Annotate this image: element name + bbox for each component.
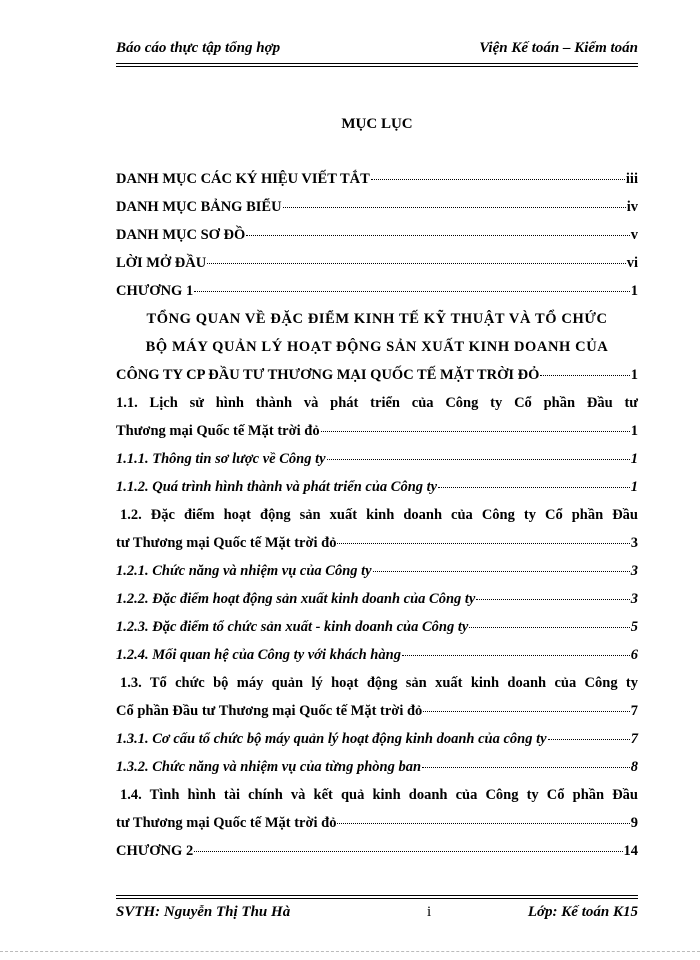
header-rule-double <box>116 66 638 67</box>
page-footer <box>116 904 638 921</box>
table-of-contents <box>116 165 638 865</box>
toc-entry-text: 1.2.4. Mối quan hệ của Công ty với khách hàng <box>116 647 401 663</box>
dot-leader <box>371 179 625 180</box>
dot-leader <box>337 543 629 544</box>
toc-page-number: 3 <box>630 591 638 607</box>
toc-entry[interactable] <box>116 473 638 501</box>
toc-entry-multiline[interactable] <box>116 389 638 445</box>
toc-entry-text: DANH MỤC SƠ ĐỒ <box>116 227 246 243</box>
toc-page-number: iii <box>625 171 638 187</box>
toc-entry-multiline[interactable] <box>116 669 638 725</box>
dot-leader <box>194 851 622 852</box>
toc-page-number: 9 <box>630 815 638 831</box>
toc-page-number: 1 <box>630 367 638 383</box>
footer-rule-double <box>116 895 638 896</box>
toc-entry-last-line <box>116 361 638 389</box>
toc-entry-text: DANH MỤC CÁC KÝ HIỆU VIẾT TẮT <box>116 171 370 187</box>
header-right: Viện Kế toán – Kiểm toán <box>479 40 638 56</box>
dot-leader <box>422 767 630 768</box>
toc-entry-multiline[interactable] <box>116 305 638 389</box>
toc-page-number: 6 <box>630 647 638 663</box>
toc-entry-last-line <box>116 697 638 725</box>
toc-entry-text: 1.1.2. Quá trình hình thành và phát triển của Công ty <box>116 479 438 495</box>
dot-leader <box>476 599 629 600</box>
toc-entry[interactable] <box>116 837 638 865</box>
toc-entry[interactable] <box>116 193 638 221</box>
toc-entry-multiline[interactable] <box>116 781 638 837</box>
toc-entry-line: 1.1. Lịch sử hình thành và phát triển của Công ty Cổ phần Đầu tư <box>116 395 638 411</box>
toc-entry[interactable] <box>116 249 638 277</box>
toc-entry[interactable] <box>116 725 638 753</box>
toc-entry[interactable] <box>116 221 638 249</box>
dot-leader <box>283 207 626 208</box>
footer-page-number: i <box>426 904 432 920</box>
toc-entry-text: 1.1.1. Thông tin sơ lược về Công ty <box>116 451 326 467</box>
toc-page-number: vi <box>626 255 638 271</box>
toc-page-number: 3 <box>630 563 638 579</box>
toc-entry-text: CHƯƠNG 1 <box>116 283 194 299</box>
footer-right: Lớp: Kế toán K15 <box>527 904 638 920</box>
toc-entry-text: CÔNG TY CP ĐẦU TƯ THƯƠNG MẠI QUỐC TẾ MẶT TRỜI ĐỎ <box>116 367 540 383</box>
toc-entry[interactable] <box>116 165 638 193</box>
footer-rule <box>116 898 638 899</box>
toc-entry[interactable] <box>116 613 638 641</box>
toc-entry-last-line <box>116 529 638 557</box>
toc-entry[interactable] <box>116 753 638 781</box>
toc-entry-line: 1.2. Đặc điểm hoạt động sản xuất kinh doanh của Công ty Cổ phần Đầu <box>120 507 638 523</box>
dot-leader <box>327 459 630 460</box>
dot-leader <box>246 235 629 236</box>
toc-entry[interactable] <box>116 641 638 669</box>
dot-leader <box>373 571 630 572</box>
toc-entry-line: BỘ MÁY QUẢN LÝ HOẠT ĐỘNG SẢN XUẤT KINH DOANH CỦA <box>145 339 609 355</box>
toc-entry[interactable] <box>116 277 638 305</box>
dot-leader <box>469 627 629 628</box>
dot-leader <box>438 487 630 488</box>
toc-entry-text: CHƯƠNG 2 <box>116 843 194 859</box>
dot-leader <box>548 739 630 740</box>
toc-entry-text: 1.3.2. Chức năng và nhiệm vụ của từng phòng ban <box>116 759 422 775</box>
toc-page-number: 7 <box>630 703 638 719</box>
toc-page-number: 7 <box>630 731 638 747</box>
toc-entry[interactable] <box>116 557 638 585</box>
toc-page-number: 1 <box>630 479 638 495</box>
header-left: Báo cáo thực tập tổng hợp <box>116 40 281 56</box>
toc-entry-last-line <box>116 809 638 837</box>
page-header <box>116 40 638 57</box>
header-rule <box>116 63 638 64</box>
page-break-divider <box>0 951 700 952</box>
toc-entry-text: 1.2.2. Đặc điểm hoạt động sản xuất kinh doanh của Công ty <box>116 591 476 607</box>
toc-page-number: 5 <box>630 619 638 635</box>
toc-entry-last-line <box>116 417 638 445</box>
toc-page-number: 3 <box>630 535 638 551</box>
page-title: MỤC LỤC <box>341 116 413 132</box>
toc-entry-multiline[interactable] <box>116 501 638 557</box>
toc-page-number: v <box>630 227 638 243</box>
toc-entry[interactable] <box>116 445 638 473</box>
dot-leader <box>337 823 629 824</box>
footer-left: SVTH: Nguyễn Thị Thu Hà <box>116 904 291 920</box>
toc-entry-line: 1.4. Tình hình tài chính và kết quả kinh doanh của Công ty Cổ phần Đầu <box>120 787 638 803</box>
toc-page-number: 14 <box>623 843 638 859</box>
toc-page-number: 1 <box>630 451 638 467</box>
dot-leader <box>540 375 629 376</box>
toc-entry-text: 1.2.3. Đặc điểm tổ chức sản xuất - kinh doanh của Công ty <box>116 619 469 635</box>
toc-entry-line: TỔNG QUAN VỀ ĐẶC ĐIỂM KINH TẾ KỸ THUẬT VÀ TỔ CHỨC <box>146 311 608 327</box>
toc-entry[interactable] <box>116 585 638 613</box>
toc-entry-line: 1.3. Tổ chức bộ máy quản lý hoạt động sản xuất kinh doanh của Công ty <box>120 675 638 691</box>
toc-page-number: 1 <box>630 423 638 439</box>
toc-entry-text: 1.2.1. Chức năng và nhiệm vụ của Công ty <box>116 563 372 579</box>
toc-entry-text: Thương mại Quốc tế Mặt trời đỏ <box>116 423 320 439</box>
toc-entry-text: DANH MỤC BẢNG BIỂU <box>116 199 282 215</box>
dot-leader <box>194 291 630 292</box>
dot-leader <box>402 655 630 656</box>
toc-entry-text: 1.3.1. Cơ cấu tổ chức bộ máy quản lý hoạt động kinh doanh của công ty <box>116 731 547 747</box>
toc-page-number: 8 <box>630 759 638 775</box>
toc-page-number: iv <box>626 199 638 215</box>
toc-entry-text: Cổ phần Đầu tư Thương mại Quốc tế Mặt trời đỏ <box>116 703 423 719</box>
toc-entry-text: tư Thương mại Quốc tế Mặt trời đỏ <box>116 815 337 831</box>
toc-page-number: 1 <box>630 283 638 299</box>
toc-entry-text: tư Thương mại Quốc tế Mặt trời đỏ <box>116 535 337 551</box>
dot-leader <box>321 431 630 432</box>
toc-entry-text: LỜI MỞ ĐẦU <box>116 255 207 271</box>
dot-leader <box>423 711 629 712</box>
dot-leader <box>207 263 625 264</box>
